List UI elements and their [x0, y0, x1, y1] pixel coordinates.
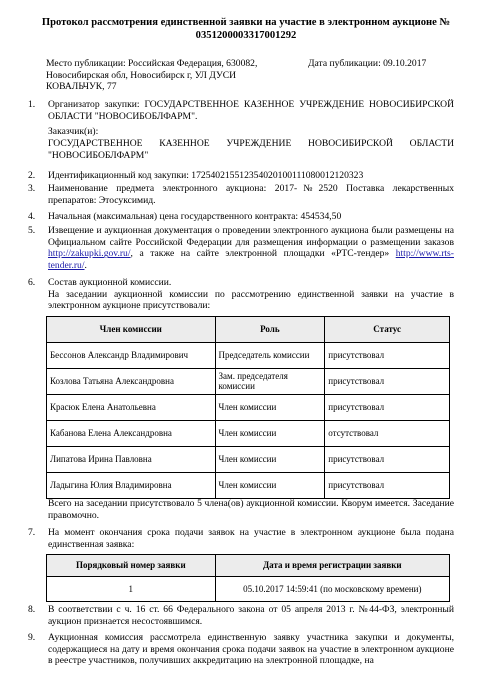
commission-intro: На заседании аукционной комиссии по рассмотрению единственной заявки на участие в электронном аукционе присутствовали:	[48, 288, 454, 312]
review-text: Аукционная комиссия рассмотрела единственную заявку участника закупки и документы, содержащиеся на дату и время окончания срока подачи заявок на участие в электронном аукционе в реестре участников, получивших аккредитацию на электронной площадке, на	[48, 632, 454, 667]
application-table	[46, 554, 450, 602]
member-role: Председатель комиссии	[215, 343, 325, 369]
commission-summary: Всего на заседании присутствовало 5 члена(ов) аукционной комиссии. Кворум имеется. Заседание правомочно.	[48, 498, 454, 521]
member-role: Член комиссии	[215, 395, 325, 421]
item-9	[28, 632, 454, 667]
table-header-row	[47, 555, 450, 577]
item-1	[28, 99, 454, 162]
member-status: присутствовал	[325, 369, 450, 395]
application-datetime: 05.10.2017 14:59:41 (по московскому времени)	[215, 577, 449, 602]
member-status: отсутствовал	[325, 421, 450, 447]
member-name: Ладыгина Юлия Владимировна	[47, 473, 216, 499]
table-row	[47, 343, 450, 369]
member-name: Козлова Татьяна Александровна	[47, 369, 216, 395]
member-role: Член комиссии	[215, 473, 325, 499]
notice-text-part: , а также на сайте электронной площадки «РТС-тендер»	[130, 248, 396, 260]
member-role: Зам. председателя комиссии	[215, 369, 325, 395]
item-7	[28, 527, 454, 550]
column-header: Роль	[215, 317, 325, 343]
table-row	[47, 473, 450, 499]
table-row	[47, 447, 450, 473]
item-3	[28, 183, 454, 206]
column-header: Порядковый номер заявки	[47, 555, 216, 577]
item-2	[28, 170, 454, 182]
item-number: 6.	[28, 277, 36, 288]
table-row	[47, 369, 450, 395]
item-4	[28, 211, 454, 223]
member-status: присутствовал	[325, 447, 450, 473]
table-row	[47, 395, 450, 421]
commission-heading: Состав аукционной комиссии.	[48, 277, 172, 288]
application-number: 1	[47, 577, 216, 602]
table-row	[47, 421, 450, 447]
item-8	[28, 604, 454, 627]
purchase-id: Идентификационный код закупки: 172540215512354020100111080012120323	[48, 170, 364, 181]
document-title: Протокол рассмотрения единственной заявки на участие в электронном аукционе № 0351200003317001292	[41, 17, 451, 42]
member-name: Липатова Ирина Павловна	[47, 447, 216, 473]
item-number: 4.	[28, 211, 36, 222]
item-number: 7.	[28, 527, 36, 538]
zakupki-link[interactable]: http://zakupki.gov.ru/	[48, 248, 131, 260]
notice-text	[48, 225, 454, 272]
member-role: Член комиссии	[215, 421, 325, 447]
member-name: Красюк Елена Анатольевна	[47, 395, 216, 421]
customer-name: ГОСУДАРСТВЕННОЕ КАЗЕННОЕ УЧРЕЖДЕНИЕ НОВОСИБИРСКОЙ ОБЛАСТИ "НОВОСИБОБЛФАРМ"	[48, 138, 454, 161]
auction-failed-text: В соответствии с ч. 16 ст. 66 Федерального закона от 05 апреля 2013 г. №44-ФЗ, электронный аукцион признается несостоявшимся.	[48, 604, 454, 627]
rts-tender-link[interactable]: http://www.rts-tender.ru/	[48, 248, 454, 272]
column-header: Член комиссии	[47, 317, 216, 343]
item-number: 1.	[28, 99, 36, 110]
publication-header	[46, 58, 446, 93]
item-6	[28, 277, 454, 312]
member-name: Кабанова Елена Александровна	[47, 421, 216, 447]
customer-label: Заказчик(и):	[48, 126, 99, 138]
publication-place: Место публикации: Российская Федерация, 630082, Новосибирская обл, Новосибирск г, УЛ ДУСИ КОВАЛЬЧУК, 77	[46, 58, 258, 93]
column-header: Дата и время регистрации заявки	[215, 555, 449, 577]
item-number: 5.	[28, 225, 36, 236]
notice-text-part: Извещение и аукционная документация о проведении электронного аукциона были размещены на Официальном сайте Российской Федерации для размещения информации о размещении заказов	[48, 225, 454, 248]
commission-summary-block	[28, 498, 454, 521]
item-number: 2.	[28, 170, 36, 181]
member-status: присутствовал	[325, 343, 450, 369]
table-row	[47, 577, 450, 602]
item-number: 3.	[28, 183, 36, 194]
commission-table	[46, 316, 450, 499]
table-header-row	[47, 317, 450, 343]
initial-price: Начальная (максимальная) цена государственного контракта: 454534,50	[48, 211, 342, 222]
notice-text-part: .	[84, 260, 87, 272]
item-number: 8.	[28, 604, 36, 615]
member-name: Бессонов Александр Владимирович	[47, 343, 216, 369]
auction-subject: Наименование предмета электронного аукциона: 2017-№2520 Поставка лекарственных препаратов: Этосуксимид.	[48, 183, 454, 206]
organizer: Организатор закупки: ГОСУДАРСТВЕННОЕ КАЗЕННОЕ УЧРЕЖДЕНИЕ НОВОСИБИРСКОЙ ОБЛАСТИ "НОВОСИБОБЛФАРМ".	[48, 99, 454, 122]
item-5	[28, 225, 454, 272]
item-number: 9.	[28, 632, 36, 643]
publication-date: Дата публикации: 09.10.2017	[308, 58, 427, 69]
applications-text: На момент окончания срока подачи заявок на участие в электронном аукционе была подана единственная заявка:	[48, 527, 454, 550]
member-status: присутствовал	[325, 473, 450, 499]
column-header: Статус	[325, 317, 450, 343]
member-role: Член комиссии	[215, 447, 325, 473]
member-status: присутствовал	[325, 395, 450, 421]
